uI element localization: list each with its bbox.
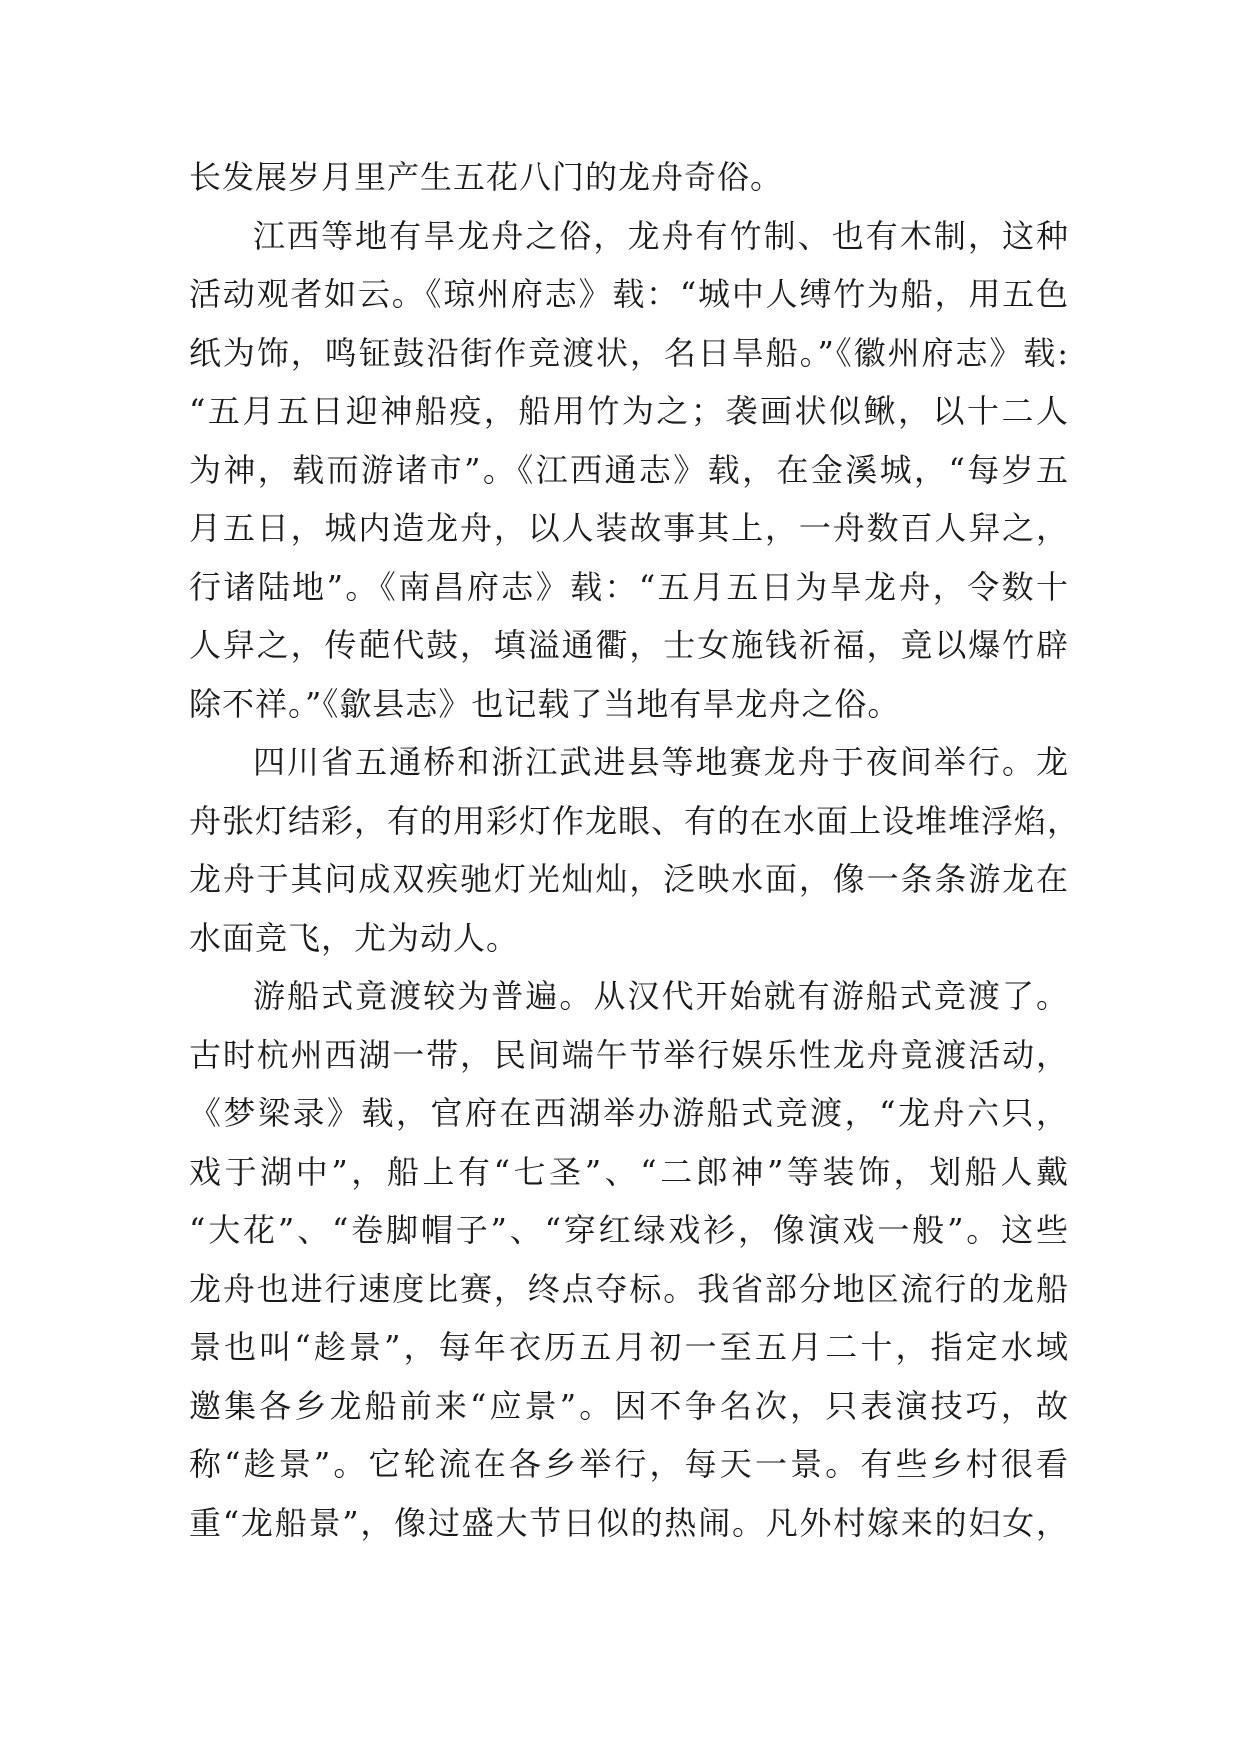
text-line: 纸为饰，鸣钲鼓沿街作竞渡状，名日旱船。”《徽州府志》载: [189,333,1069,372]
text-line: 龙舟也进行速度比赛，终点夺标。我省部分地区流行的龙船 [189,1269,1069,1308]
text-line: 《梦梁录》载，官府在西湖举办游船式竞渡，“龙舟六只， [189,1094,1069,1132]
text-line: 邀集各乡龙船前来“应景”。因不争名次，只表演技巧，故 [189,1386,1069,1425]
text-line: 人舁之，传葩代鼓，填溢通衢，士女施钱祈福，竟以爆竹辟 [189,626,1069,664]
text-line: “五月五日迎神船疫，船用竹为之；袭画状似鳅，以十二人 [189,392,1069,430]
text-line: 称“趁景”。它轮流在各乡举行，每天一景。有些乡村很看 [189,1445,1069,1483]
text-line: 景也叫“趁景”，每年衣历五月初一至五月二十，指定水域 [189,1328,1069,1366]
paragraph-start-line: 游船式竟渡较为普遍。从汉代开始就有游船式竞渡了。 [253,977,1069,1015]
text-line: 水面竞飞，尤为动人。 [189,918,520,957]
text-line: 月五日，城内造龙舟，以人装故事其上，一舟数百人舁之， [189,509,1069,547]
document-body [189,148,1081,1552]
text-line: 重“龙船景”，像过盛大节日似的热闹。凡外村嫁来的妇女， [189,1503,1069,1542]
text-line: 活动观者如云。《琼州府志》载：“城中人缚竹为船，用五色 [189,275,1069,313]
paragraph-start-line: 四川省五通桥和浙江武进县等地赛龙舟于夜间举行。龙 [253,743,1069,781]
text-line: “大花”、“卷脚帽子”、“穿红绿戏衫，像演戏一般”。这些 [189,1211,1069,1249]
text-line: 长发展岁月里产生五花八门的龙舟奇俗。 [189,158,784,196]
text-line: 舟张灯结彩，有的用彩灯作龙眼、有的在水面上设堆堆浮焰， [189,801,1081,840]
text-line: 除不祥。”《歙县志》也记载了当地有旱龙舟之俗。 [189,684,901,723]
text-line: 行诸陆地”。《南昌府志》载：“五月五日为旱龙舟，令数十 [189,567,1069,606]
text-line: 为神，载而游诸市”。《江西通志》载，在金溪城，“每岁五 [189,450,1069,489]
paragraph-start-line: 江西等地有旱龙舟之俗，龙舟有竹制、也有木制，这种 [253,216,1069,255]
text-line: 古时杭州西湖一带，民间端午节举行娱乐性龙舟竟渡活动， [189,1035,1069,1074]
text-line: 戏于湖中”，船上有“七圣”、“二郎神”等装饰，划船人戴 [189,1152,1069,1191]
text-line: 龙舟于其问成双疾驰灯光灿灿，泛映水面，像一条条游龙在 [189,860,1069,898]
